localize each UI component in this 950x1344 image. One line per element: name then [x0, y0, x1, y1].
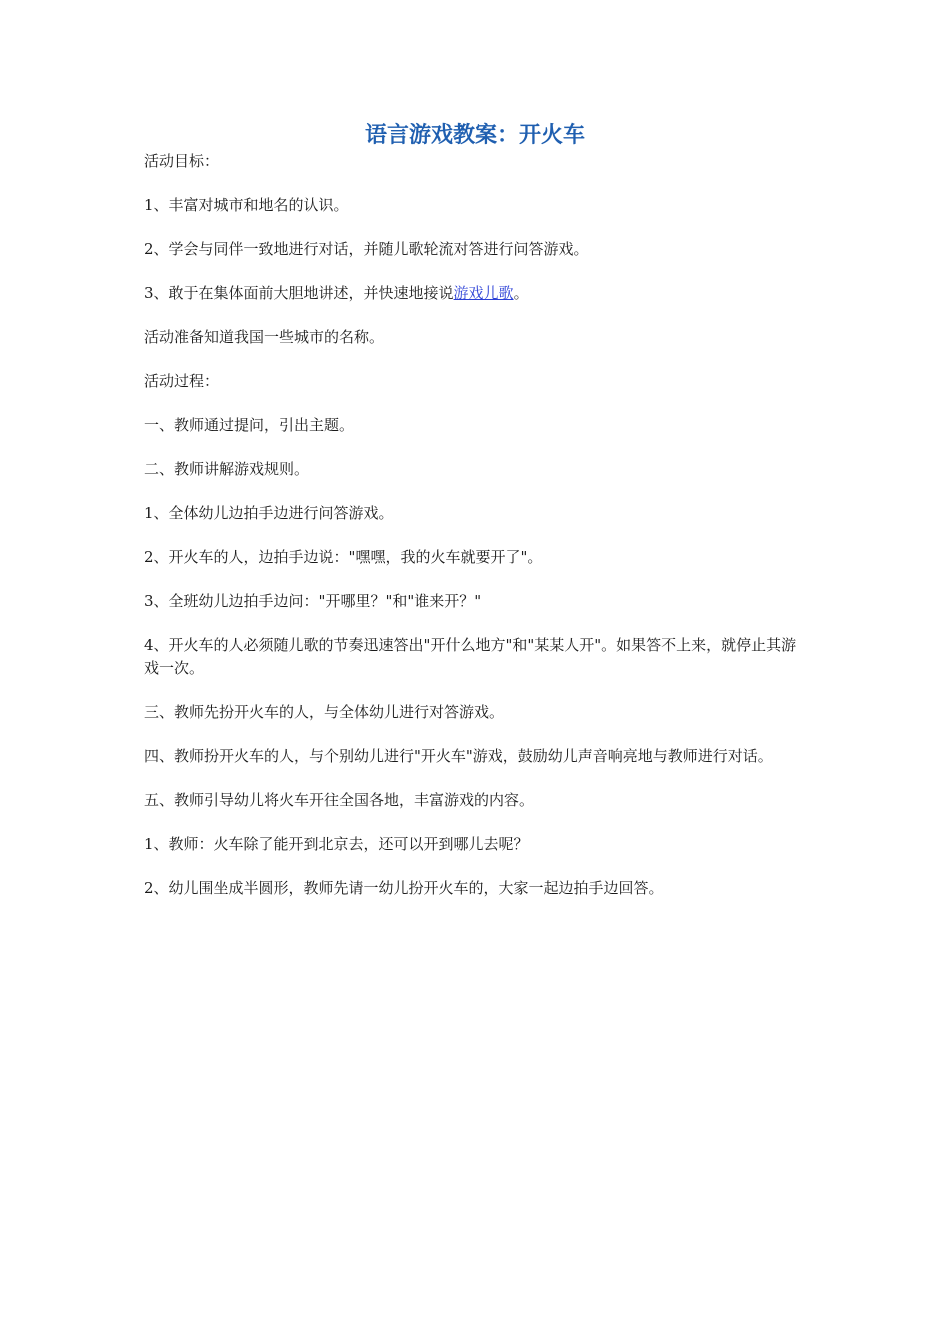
paragraph-step-2: 二、教师讲解游戏规则。	[144, 460, 310, 478]
paragraph-goal-3-end: 。	[513, 284, 529, 302]
paragraph-step-4: 四、教师扮开火车的人，与个别幼儿进行"开火车"游戏，鼓励幼儿声音响亮地与教师进行对话。	[144, 747, 773, 765]
paragraph-step-5-item-2: 2、幼儿围坐成半圆形，教师先请一幼儿扮开火车的，大家一起边拍手边回答。	[144, 879, 664, 897]
document-title: 语言游戏教案：开火车	[364, 123, 585, 148]
paragraph-preparation: 活动准备知道我国一些城市的名称。	[144, 328, 385, 346]
paragraph-rule-3: 3、全班幼儿边拍手边问："开哪里？"和"谁来开？"	[144, 592, 482, 610]
paragraph-step-5-item-1: 1、教师：火车除了能开到北京去，还可以开到哪儿去呢？	[144, 835, 529, 853]
paragraph-step-3: 三、教师先扮开火车的人，与全体幼儿进行对答游戏。	[144, 703, 505, 721]
paragraph-rule-2: 2、开火车的人，边拍手边说："嘿嘿，我的火车就要开了"。	[144, 548, 543, 566]
paragraph-process-heading: 活动过程：	[144, 372, 220, 390]
paragraph-rule-1: 1、全体幼儿边拍手边进行问答游戏。	[144, 504, 394, 522]
game-song-link[interactable]: 游戏儿歌	[453, 284, 514, 302]
paragraph-step-1: 一、教师通过提问，引出主题。	[144, 416, 355, 434]
paragraph-goal-2: 2、学会与同伴一致地进行对话，并随儿歌轮流对答进行问答游戏。	[144, 240, 589, 258]
document-body	[144, 150, 810, 921]
paragraph-rule-4: 4、开火车的人必须随儿歌的节奏迅速答出"开什么地方"和"某某人开"。如果答不上来，就停止其游戏一次。	[144, 636, 797, 677]
paragraph-goal-1: 1、丰富对城市和地名的认识。	[144, 196, 349, 214]
paragraph-step-5: 五、教师引导幼儿将火车开往全国各地，丰富游戏的内容。	[144, 791, 535, 809]
paragraph-goal-3	[144, 282, 810, 305]
paragraph-goals-heading: 活动目标：	[144, 152, 220, 170]
paragraph-goal-3-text: 3、敢于在集体面前大胆地讲述，并快速地接说	[144, 284, 454, 302]
